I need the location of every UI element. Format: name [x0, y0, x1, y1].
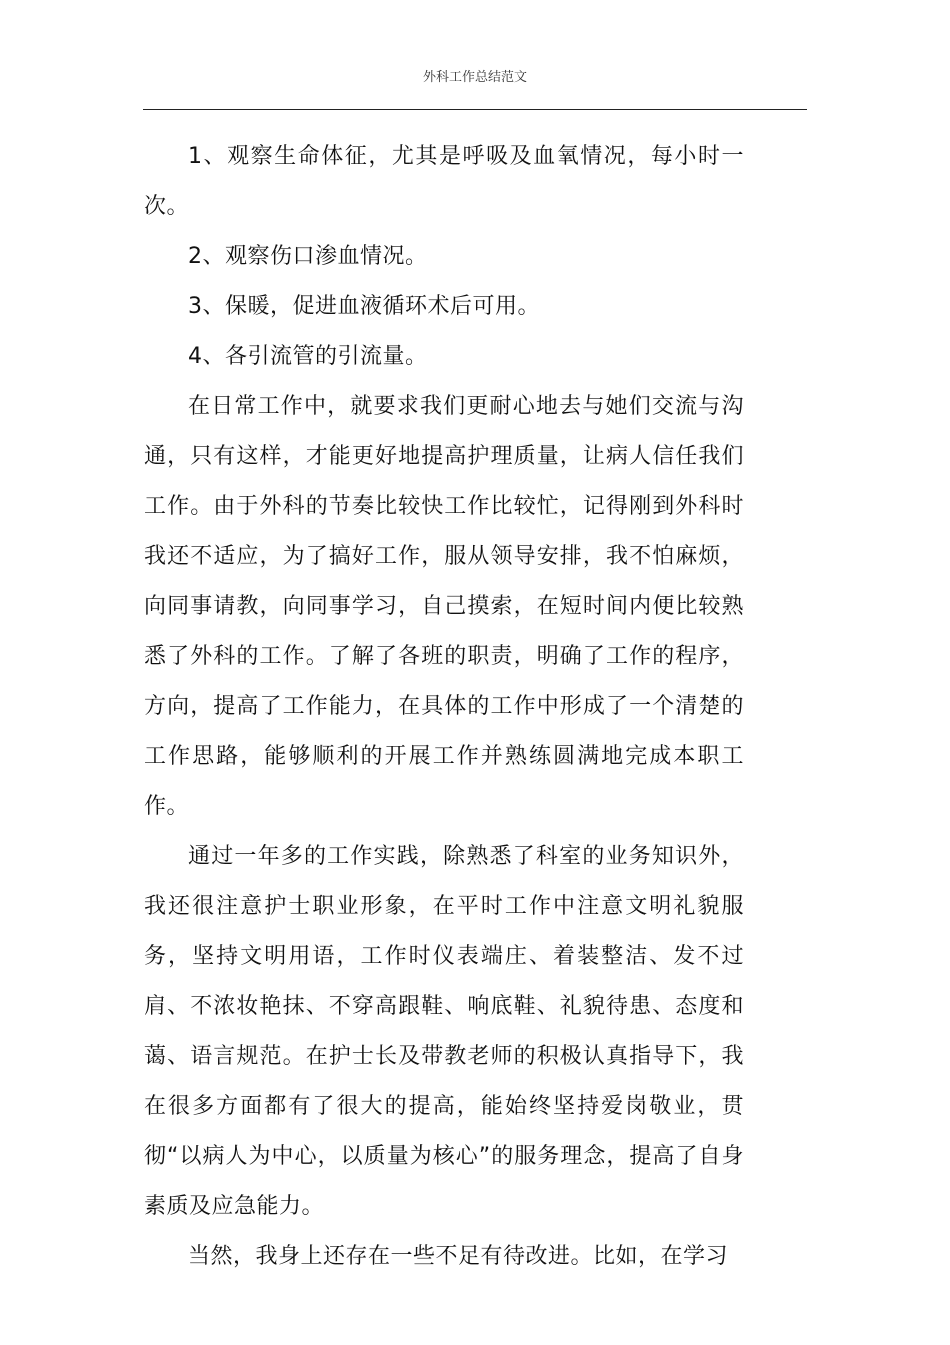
page-header: 外科工作总结范文: [422, 70, 527, 85]
document-body: [144, 132, 744, 1282]
paragraph-shortcomings: 当然，我身上还存在一些不足有待改进。比如，在学习: [188, 1244, 729, 1269]
header-divider: [143, 109, 807, 110]
paragraph-daily-work: 在日常工作中，就要求我们更耐心地去与她们交流与沟通，只有这样，才能更好地提高护理质量，让病人信任我们工作。由于外科的节奏比较快工作比较忙，记得刚到外科时我还不适应，为了搞好工作，服从领导安排，我不怕麻烦，向同事请教，向同事学习，自己摸索，在短时间内便比较熟悉了外科的工作。了解了各班的职责，明确了工作的程序，方向，提高了工作能力，在具体的工作中形成了一个清楚的工作思路，能够顺利的开展工作并熟练圆满地完成本职工作。: [144, 394, 744, 819]
paragraph-practice: 通过一年多的工作实践，除熟悉了科室的业务知识外，我还很注意护士职业形象，在平时工作中注意文明礼貌服务，坚持文明用语，工作时仪表端庄、着装整洁、发不过肩、不浓妆艳抹、不穿高跟鞋、响底鞋、礼貌待患、态度和蔼、语言规范。在护士长及带教老师的积极认真指导下，我在很多方面都有了很大的提高，能始终坚持爱岗敬业，贯彻“以病人为中心，以质量为核心”的服务理念，提高了自身素质及应急能力。: [144, 844, 744, 1219]
paragraph-item-1: 1、观察生命体征，尤其是呼吸及血氧情况，每小时一次。: [144, 144, 744, 219]
paragraph-item-3: 3、保暖，促进血液循环术后可用。: [188, 294, 540, 319]
paragraph-item-4: 4、各引流管的引流量。: [188, 344, 428, 369]
paragraph-item-2: 2、观察伤口渗血情况。: [188, 244, 428, 269]
